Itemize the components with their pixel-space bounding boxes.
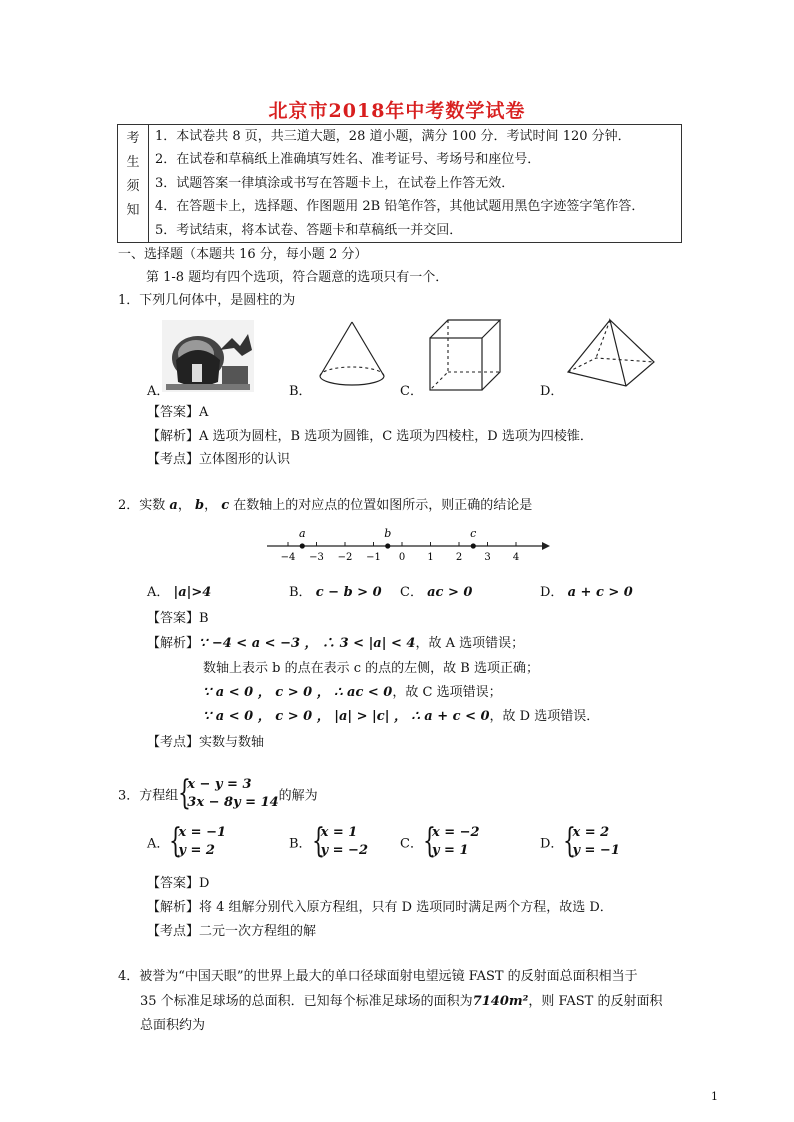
cone-figure-b — [317, 320, 387, 388]
number-line-point-label: a — [298, 527, 306, 540]
q4-stem-line-2 — [140, 990, 662, 1009]
q4-stem-line-3: 总面积约为 — [140, 1018, 206, 1033]
option-label: C． — [400, 836, 423, 852]
exam-notice-table — [117, 124, 682, 243]
q3-answer: 【答案】D — [147, 876, 210, 891]
q1-option-b: B． — [289, 384, 312, 399]
page-number: 1 — [711, 1090, 718, 1103]
number-line-point — [471, 543, 476, 548]
q2-answer: 【答案】B — [147, 611, 209, 626]
q3-equation-system — [178, 773, 279, 813]
option-label: D． — [540, 585, 564, 600]
equation-line: y = −1 — [572, 843, 620, 858]
notice-heading — [118, 125, 149, 243]
number-line-tick-label: 2 — [455, 552, 463, 563]
notice-item: 4．在答题卡上，选择题、作图题用 2B 铅笔作答，其他试题用黑色字迹签字笔作答． — [155, 199, 645, 215]
q2-analysis-tag: 【解析】 — [147, 636, 200, 651]
number-line-tick-label: −4 — [280, 552, 296, 563]
q1-option-c: C． — [400, 384, 423, 399]
equation-line: y = −2 — [320, 843, 368, 858]
q4-text: ，则 FAST 的反射面积 — [528, 994, 663, 1009]
equation-line: x − y = 3 — [187, 777, 252, 792]
equation-line: y = 2 — [178, 843, 215, 858]
q2-var-a: a — [169, 498, 178, 513]
q3-analysis: 【解析】将 4 组解分别代入原方程组，只有 D 选项同时满足两个方程，故选 D． — [147, 900, 613, 915]
q3-option-b — [289, 821, 368, 861]
brace-icon: { — [563, 821, 577, 861]
notice-item: 3．试题答案一律填涂或书写在答题卡上，在试卷上作答无效． — [155, 175, 515, 191]
q3-stem-prefix: 3．方程组 — [118, 788, 179, 804]
option-system — [563, 821, 620, 861]
option-expression: c − b > 0 — [315, 585, 382, 600]
q2-analysis-line: 数轴上表示 b 的点在表示 c 的点的左侧，故 B 选项正确； — [203, 661, 539, 676]
option-label: D． — [540, 836, 564, 852]
q2-analysis-text: ，故 A 选项错误； — [415, 636, 525, 651]
notice-heading-char: 知 — [126, 203, 140, 218]
q1-stem: 1．下列几何体中，是圆柱的为 — [118, 293, 296, 308]
option-label: B． — [289, 585, 312, 600]
q3-stem — [118, 773, 318, 813]
q3-option-d — [540, 821, 620, 861]
number-line-point — [300, 543, 305, 548]
q3-option-a — [147, 821, 227, 861]
option-label: A． — [147, 585, 170, 600]
number-line-point — [385, 543, 390, 548]
q2-option-a — [147, 581, 211, 600]
q1-answer: 【答案】A — [147, 405, 209, 420]
q2-analysis-math: ∵ a < 0 ， c > 0 ， |a| > |c| ， ∴ a + c < 0 — [203, 709, 490, 724]
number-line-tick-label: 4 — [512, 552, 520, 563]
number-line-tick-label: 3 — [484, 552, 491, 563]
q2-analysis-math: ∵ a < 0 ， c > 0 ， ∴ ac < 0 — [203, 685, 393, 700]
pyramid-figure-d — [566, 318, 656, 388]
q1-knowledge-point: 【考点】立体图形的认识 — [147, 452, 291, 467]
option-label: C． — [400, 585, 423, 600]
option-system — [422, 821, 480, 861]
equation-line: y = 1 — [431, 843, 469, 858]
q2-stem-prefix: 2．实数 — [118, 498, 166, 513]
q4-stem-line-1: 4．被誉为“中国天眼”的世界上最大的单口径球面射电望远镜 FAST 的反射面总面积相当于 — [118, 969, 638, 984]
q2-analysis-line — [203, 705, 599, 724]
option-label: B． — [289, 836, 312, 852]
q2-stem-suffix: 在数轴上的对应点的位置如图所示，则正确的结论是 — [233, 498, 533, 513]
option-label: A． — [147, 836, 170, 852]
q2-analysis-text: ，故 D 选项错误． — [489, 709, 600, 724]
q3-knowledge-point: 【考点】二元一次方程组的解 — [147, 924, 317, 939]
number-line-tick-label: −1 — [366, 552, 381, 563]
q2-var-c: c — [221, 498, 230, 513]
brace-icon: { — [169, 821, 183, 861]
q2-option-d — [540, 581, 633, 600]
notice-heading-char: 生 — [126, 155, 140, 170]
q2-var-b: b — [195, 498, 205, 513]
brace-icon: { — [422, 821, 436, 861]
q2-option-b — [289, 581, 382, 600]
number-line-points — [299, 527, 476, 549]
q1-option-a: A． — [147, 384, 170, 399]
number-line-tick-label: 1 — [427, 552, 434, 563]
notice-item: 5．考试结束，将本试卷、答题卡和草稿纸一并交回． — [155, 222, 463, 238]
equation-line: 3x − 8y = 14 — [187, 795, 279, 810]
prism-figure-c — [428, 318, 502, 392]
option-expression: a + c > 0 — [567, 585, 633, 600]
brace-icon: { — [178, 773, 192, 813]
q2-knowledge-point: 【考点】实数与数轴 — [147, 735, 265, 750]
q1-analysis: 【解析】A 选项为圆柱，B 选项为圆锥，C 选项为四棱柱，D 选项为四棱锥． — [147, 429, 593, 444]
q4-area-value: 7140m² — [472, 994, 529, 1009]
q2-analysis-math: ∵ −4 < a < −3 ， ∴ 3 < |a| < 4 — [199, 636, 416, 651]
number-line — [262, 524, 552, 564]
option-system — [311, 821, 368, 861]
option-system — [169, 821, 227, 861]
q3-stem-suffix: 的解为 — [278, 788, 318, 804]
q2-stem: 2．实数 a， b， c 在数轴上的对应点的位置如图所示，则正确的结论是 — [118, 498, 533, 513]
q2-option-c — [400, 581, 472, 600]
equation-line: x = −1 — [178, 825, 227, 840]
q1-option-d: D． — [540, 384, 564, 399]
q3-option-c — [400, 821, 480, 861]
option-expression: ac > 0 — [427, 585, 473, 600]
q2-analysis-text: ，故 C 选项错误； — [392, 685, 502, 700]
equation-line: x = 1 — [320, 825, 358, 840]
number-line-tick-label: 0 — [398, 552, 406, 563]
number-line-tick-label: −2 — [337, 552, 353, 563]
section-instruction: 第 1-8 题均有四个选项，符合题意的选项只有一个． — [146, 270, 449, 285]
notice-item: 2．在试卷和草稿纸上准确填写姓名、准考证号、考场号和座位号． — [155, 152, 541, 168]
notice-heading-char: 考 — [126, 131, 140, 146]
number-line-tick-labels — [281, 552, 520, 563]
notice-heading-char: 须 — [126, 179, 140, 194]
q4-text: 35 个标准足球场的总面积．已知每个标准足球场的面积为 — [140, 994, 473, 1009]
cylinder-figure-a — [162, 320, 254, 392]
notice-body — [149, 125, 682, 243]
equation-line: x = 2 — [572, 825, 610, 840]
notice-item: 1．本试卷共 8 页，共三道大题，28 道小题，满分 100 分．考试时间 120 分钟． — [155, 129, 631, 144]
arrow-icon — [542, 542, 550, 550]
page-title: 北京市2018年中考数学试卷 — [268, 100, 526, 122]
q2-analysis-line — [147, 632, 524, 651]
option-expression: |a|>4 — [173, 585, 212, 600]
q2-analysis-line — [203, 681, 502, 700]
number-line-point-label: c — [470, 527, 477, 540]
section-heading: 一、选择题（本题共 16 分，每小题 2 分） — [118, 247, 368, 262]
number-line-point-label: b — [384, 527, 392, 540]
number-line-tick-label: −3 — [309, 552, 324, 563]
equation-line: x = −2 — [431, 825, 480, 840]
brace-icon: { — [311, 821, 325, 861]
